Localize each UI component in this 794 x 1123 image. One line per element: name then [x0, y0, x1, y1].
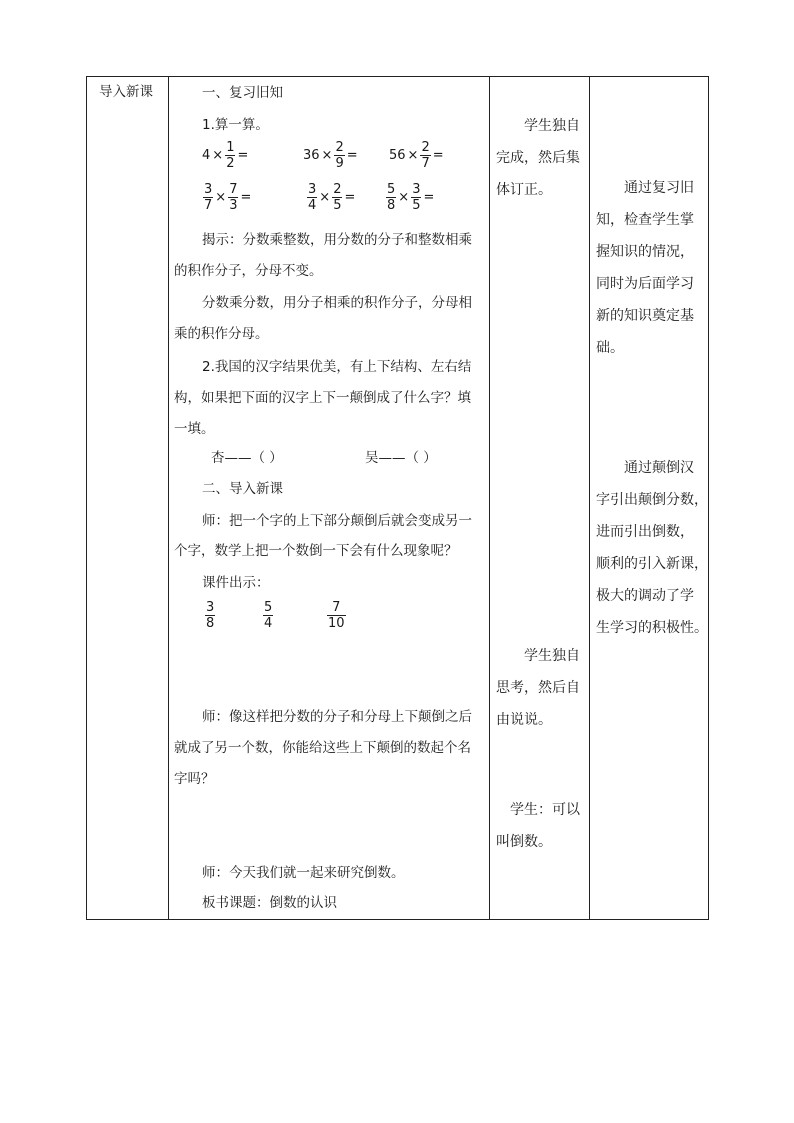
fraction: $\frac{2}{5}$: [333, 182, 342, 213]
fraction: $\frac{1}{2}$: [226, 140, 235, 171]
fraction: $\frac{7}{3}$: [229, 182, 238, 213]
exercise-2: 36 × $\frac{2}{9}$ =: [303, 140, 358, 171]
show-fraction-3: [327, 600, 346, 631]
teacher2-line1: 师：像这样把分数的分子和分母上下颠倒之后: [202, 709, 472, 725]
teacher3-line: 师：今天我们就一起来研究倒数。: [202, 865, 405, 881]
fraction: $\frac{2}{9}$: [335, 140, 344, 171]
board-title: 板书课题：倒数的认识: [202, 895, 337, 911]
rule1-line2: 的积作分子，分母不变。: [174, 263, 323, 279]
rule2-line2: 乘的积作分母。: [174, 326, 269, 342]
fraction: $\frac{3}{8}$: [206, 600, 215, 631]
stage-label: 导入新课: [99, 84, 153, 100]
exercise-6: $\frac{5}{8}$ × $\frac{3}{5}$ =: [387, 182, 435, 213]
design-intent-cell: [590, 77, 709, 920]
teacher2-line2: 就成了另一个数，你能给这些上下颠倒的数起个名: [174, 740, 471, 756]
student-activity-cell: [490, 77, 590, 920]
rule1-line1: 揭示：分数乘整数，用分数的分子和整数相乘: [202, 232, 472, 248]
teacher1-line2: 个字，数学上把一个数倒一下会有什么现象呢？: [174, 543, 458, 559]
show-fraction-1: [205, 600, 215, 631]
student-block-2: 学生独自 思考，然后自 由说说。: [496, 648, 580, 728]
fraction: $\frac{3}{5}$: [412, 182, 421, 213]
fraction: $\frac{3}{7}$: [204, 182, 213, 213]
fraction: $\frac{5}{8}$: [387, 182, 396, 213]
rule2-line1: 分数乘分数，用分子相乘的积作分子，分母相: [202, 295, 472, 311]
item2-line3: 一填。: [174, 421, 215, 437]
lesson-plan-table: [86, 76, 709, 920]
char-quiz-1: 杏——（ ）: [211, 450, 283, 466]
student-block-1: 学生独自 完成，然后集 体订正。: [496, 118, 580, 198]
show-fraction-2: [263, 600, 273, 631]
item1-title: 1.算一算。: [202, 117, 269, 133]
exercise-3: 56 × $\frac{2}{7}$ =: [389, 140, 444, 171]
student-block-3: 学生：可以 叫倒数。: [496, 802, 580, 850]
courseware-label: 课件出示：: [202, 575, 270, 591]
stage-cell: [87, 77, 169, 920]
section2-title: 二、导入新课: [202, 481, 283, 497]
teacher1-line1: 师：把一个字的上下部分颠倒后就会变成另一: [202, 513, 472, 529]
content-cell: [169, 77, 490, 920]
fraction: $\frac{5}{4}$: [264, 600, 273, 631]
teacher2-line3: 字吗？: [174, 771, 215, 787]
exercise-1: 4 × $\frac{1}{2}$ =: [202, 140, 249, 171]
fraction: $\frac{2}{7}$: [421, 140, 430, 171]
item2-line2: 构，如果把下面的汉字上下一颠倒成了什么字？填: [174, 390, 471, 406]
intent-block-1: 通过复习旧 知，检查学生掌 握知识的情况， 同时为后面学习 新的知识奠定基 础。: [596, 180, 694, 356]
char-quiz-2: 吴——（ ）: [365, 450, 437, 466]
exercise-5: $\frac{3}{4}$ × $\frac{2}{5}$ =: [308, 182, 356, 213]
item2-line1: 2.我国的汉字结果优美，有上下结构、左右结: [202, 359, 472, 375]
fraction: $\frac{3}{4}$: [308, 182, 317, 213]
intent-block-2: 通过颠倒汉 字引出颠倒分数， 进而引出倒数， 顺利的引入新课， 极大的调动了学 生学习的积极性。: [596, 460, 708, 636]
fraction: $\frac{7}{10}$: [328, 600, 345, 631]
section1-title: 一、复习旧知: [202, 85, 283, 101]
exercise-4: $\frac{3}{7}$ × $\frac{7}{3}$ =: [204, 182, 252, 213]
